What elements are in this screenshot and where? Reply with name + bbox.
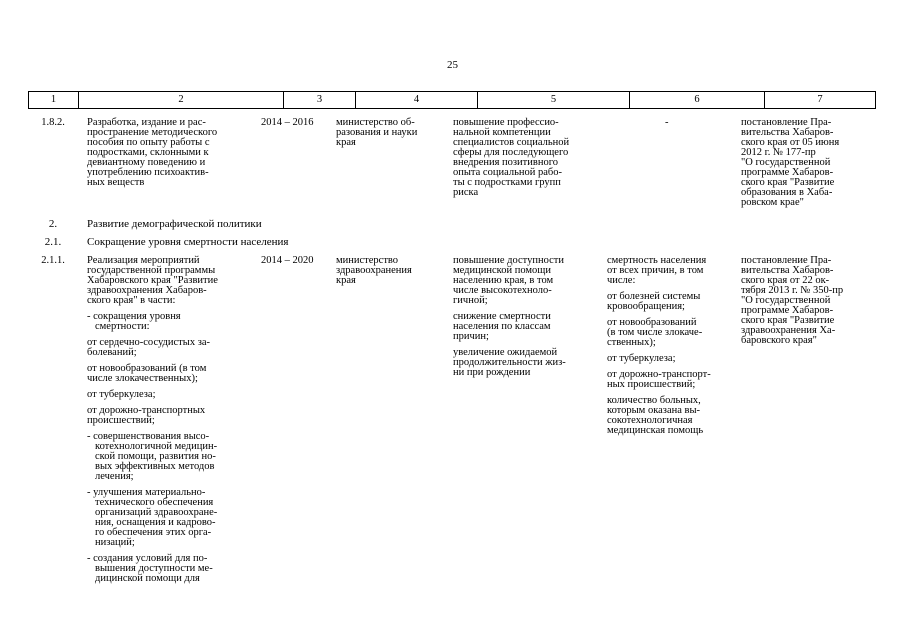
text-line: числе высокотехноло- xyxy=(453,285,552,296)
text-line: числе: xyxy=(607,275,636,286)
row-legal-basis xyxy=(741,118,839,208)
row-period: 2014 – 2020 xyxy=(261,255,314,266)
text-line: "О государственной xyxy=(741,295,831,306)
text-line: от дорожно-транспорт- xyxy=(607,369,711,380)
text-line: нальной компетенции xyxy=(453,127,551,138)
text-line: вых эффективных методов xyxy=(95,461,215,472)
text-line: министерство об- xyxy=(336,117,415,128)
header-col-2: 2 xyxy=(79,92,284,108)
text-line: ского края "Развитие xyxy=(741,315,835,326)
text-line: ской помощи, развития но- xyxy=(95,451,216,462)
text-line: смертность населения xyxy=(607,255,707,266)
text-line: происшествий; xyxy=(87,415,155,426)
text-line: программе Хабаров- xyxy=(741,167,834,178)
text-line: от туберкулеза; xyxy=(607,353,676,364)
text-line: - совершенствования высо- xyxy=(87,431,210,442)
text-line: (в том числе злокаче- xyxy=(607,327,703,338)
text-line: специалистов социальной xyxy=(453,137,570,148)
text-line: баровского края" xyxy=(741,335,817,346)
text-line: вительства Хабаров- xyxy=(741,127,834,138)
text-line: государственной программы xyxy=(87,265,216,276)
header-col-4: 4 xyxy=(356,92,478,108)
text-line: здравоохранения Хабаров- xyxy=(87,285,207,296)
text-line: края xyxy=(336,137,356,148)
text-line: лечения; xyxy=(95,471,134,482)
text-line: населения по классам xyxy=(453,321,551,332)
text-line: тября 2013 г. № 350-пр xyxy=(741,285,844,296)
text-line: населению края, в том xyxy=(453,275,554,286)
text-line: числе злокачественных); xyxy=(87,373,198,384)
section-title: Развитие демографической политики xyxy=(87,218,262,230)
list-item xyxy=(607,318,711,348)
page-number: 25 xyxy=(447,59,458,71)
text-line: медицинская помощь xyxy=(607,425,704,436)
text-line: здравоохранения Ха- xyxy=(741,325,836,336)
list-item xyxy=(87,488,218,548)
row-result xyxy=(453,256,566,378)
list-item xyxy=(453,348,566,378)
text-line: технического обеспечения xyxy=(95,497,214,508)
section-number: 2. xyxy=(48,218,58,230)
text-line: вительства Хабаров- xyxy=(741,265,834,276)
text-line: от всех причин, в том xyxy=(607,265,704,276)
text-line: смертности: xyxy=(95,321,150,332)
row-legal-basis xyxy=(741,256,843,346)
text-line: ни при рождении xyxy=(453,367,531,378)
text-line: - сокращения уровня xyxy=(87,311,181,322)
text-line: ского края от 22 ок- xyxy=(741,275,830,286)
row-number: 1.8.2. xyxy=(41,117,65,128)
text-line: болеваний; xyxy=(87,347,137,358)
text-line: - создания условий для по- xyxy=(87,553,208,564)
row-executor xyxy=(336,256,412,286)
list-item xyxy=(453,256,566,306)
text-line: вышения доступности ме- xyxy=(95,563,213,574)
text-line: от новообразований (в том xyxy=(87,363,207,374)
text-line: министерство xyxy=(336,255,399,266)
text-line: программе Хабаров- xyxy=(741,305,834,316)
text-line: дицинской помощи для xyxy=(95,573,200,584)
list-item xyxy=(87,338,218,358)
text-line: опыта социальной рабо- xyxy=(453,167,562,178)
text-line: Разработка, издание и рас- xyxy=(87,117,206,128)
text-line: здравоохранения xyxy=(336,265,412,276)
list-item xyxy=(607,396,711,436)
text-line: ского края" в части: xyxy=(87,295,176,306)
subsection-title: Сокращение уровня смертности населения xyxy=(87,236,289,248)
list-item xyxy=(607,256,711,286)
text-line: от болезней системы xyxy=(607,291,701,302)
text-line: разования и науки xyxy=(336,127,418,138)
text-line: количество больных, xyxy=(607,395,701,406)
text-line: повышение профессио- xyxy=(453,117,559,128)
text-line: ных происшествий; xyxy=(607,379,696,390)
text-line: медицинской помощи xyxy=(453,265,551,276)
text-line: от туберкулеза; xyxy=(87,389,156,400)
text-line: кровообращения; xyxy=(607,301,685,312)
text-line: постановление Пра- xyxy=(741,255,832,266)
text-line: ния, оснащения и кадрово- xyxy=(95,517,216,528)
text-line: девиантному поведению и xyxy=(87,157,206,168)
list-item xyxy=(453,312,566,342)
row-indicator xyxy=(607,256,711,436)
list-item xyxy=(607,354,711,364)
list-item xyxy=(607,292,711,312)
row-executor xyxy=(336,118,417,148)
list-item xyxy=(87,364,218,384)
text-line: ского края "Развитие xyxy=(741,177,835,188)
text-line: Реализация мероприятий xyxy=(87,255,200,266)
list-item xyxy=(87,554,218,584)
text-line: снижение смертности xyxy=(453,311,551,322)
text-line: - улучшения материально- xyxy=(87,487,206,498)
list-item xyxy=(87,390,218,400)
text-line: ского края от 05 июня xyxy=(741,137,840,148)
text-line: ных веществ xyxy=(87,177,145,188)
text-line: котехнологичной медицин- xyxy=(95,441,218,452)
list-item xyxy=(87,406,218,426)
row-description xyxy=(87,118,217,188)
text-line: сферы для последующего xyxy=(453,147,569,158)
text-line: повышение доступности xyxy=(453,255,564,266)
row-description xyxy=(87,256,218,584)
text-line: внедрения позитивного xyxy=(453,157,559,168)
text-line: организаций здравоохране- xyxy=(95,507,218,518)
text-line: пособия по опыту работы с xyxy=(87,137,210,148)
text-line: края xyxy=(336,275,356,286)
header-col-3: 3 xyxy=(284,92,356,108)
row-period: 2014 – 2016 xyxy=(261,117,314,128)
text-line: образования в Хаба- xyxy=(741,187,833,198)
list-item xyxy=(87,312,218,332)
text-line: ты с подростками групп xyxy=(453,177,561,188)
text-line: гичной; xyxy=(453,295,488,306)
list-item xyxy=(607,370,711,390)
row-result xyxy=(453,118,569,198)
subsection-number: 2.1. xyxy=(44,236,62,248)
text-line: от сердечно-сосудистых за- xyxy=(87,337,211,348)
text-line: сокотехнологичная xyxy=(607,415,693,426)
text-line: причин; xyxy=(453,331,489,342)
text-line: пространение методического xyxy=(87,127,218,138)
text-line: ровском крае" xyxy=(741,197,804,208)
text-line: Хабаровского края "Развитие xyxy=(87,275,218,286)
header-col-7: 7 xyxy=(817,94,823,105)
text-line: ственных); xyxy=(607,337,656,348)
text-line: низаций; xyxy=(95,537,135,548)
list-item xyxy=(87,432,218,482)
text-line: постановление Пра- xyxy=(741,117,832,128)
text-line: от новообразований xyxy=(607,317,697,328)
text-line: увеличение ожидаемой xyxy=(453,347,558,358)
header-col-5: 5 xyxy=(478,92,630,108)
text-line: "О государственной xyxy=(741,157,831,168)
text-line: продолжительности жиз- xyxy=(453,357,566,368)
text-line: 2012 г. № 177-пр xyxy=(741,147,816,158)
text-line: которым оказана вы- xyxy=(607,405,701,416)
text-line: риска xyxy=(453,187,479,198)
text-line: от дорожно-транспортных xyxy=(87,405,206,416)
text-line: го обеспечения этих орга- xyxy=(95,527,212,538)
text-line: употреблению психоактив- xyxy=(87,167,209,178)
row-number: 2.1.1. xyxy=(41,255,65,266)
row-indicator: - xyxy=(665,117,669,128)
table-header-row xyxy=(28,91,876,109)
text-line: подростками, склонными к xyxy=(87,147,209,158)
header-col-6: 6 xyxy=(630,92,765,108)
header-col-1: 1 xyxy=(29,92,79,108)
